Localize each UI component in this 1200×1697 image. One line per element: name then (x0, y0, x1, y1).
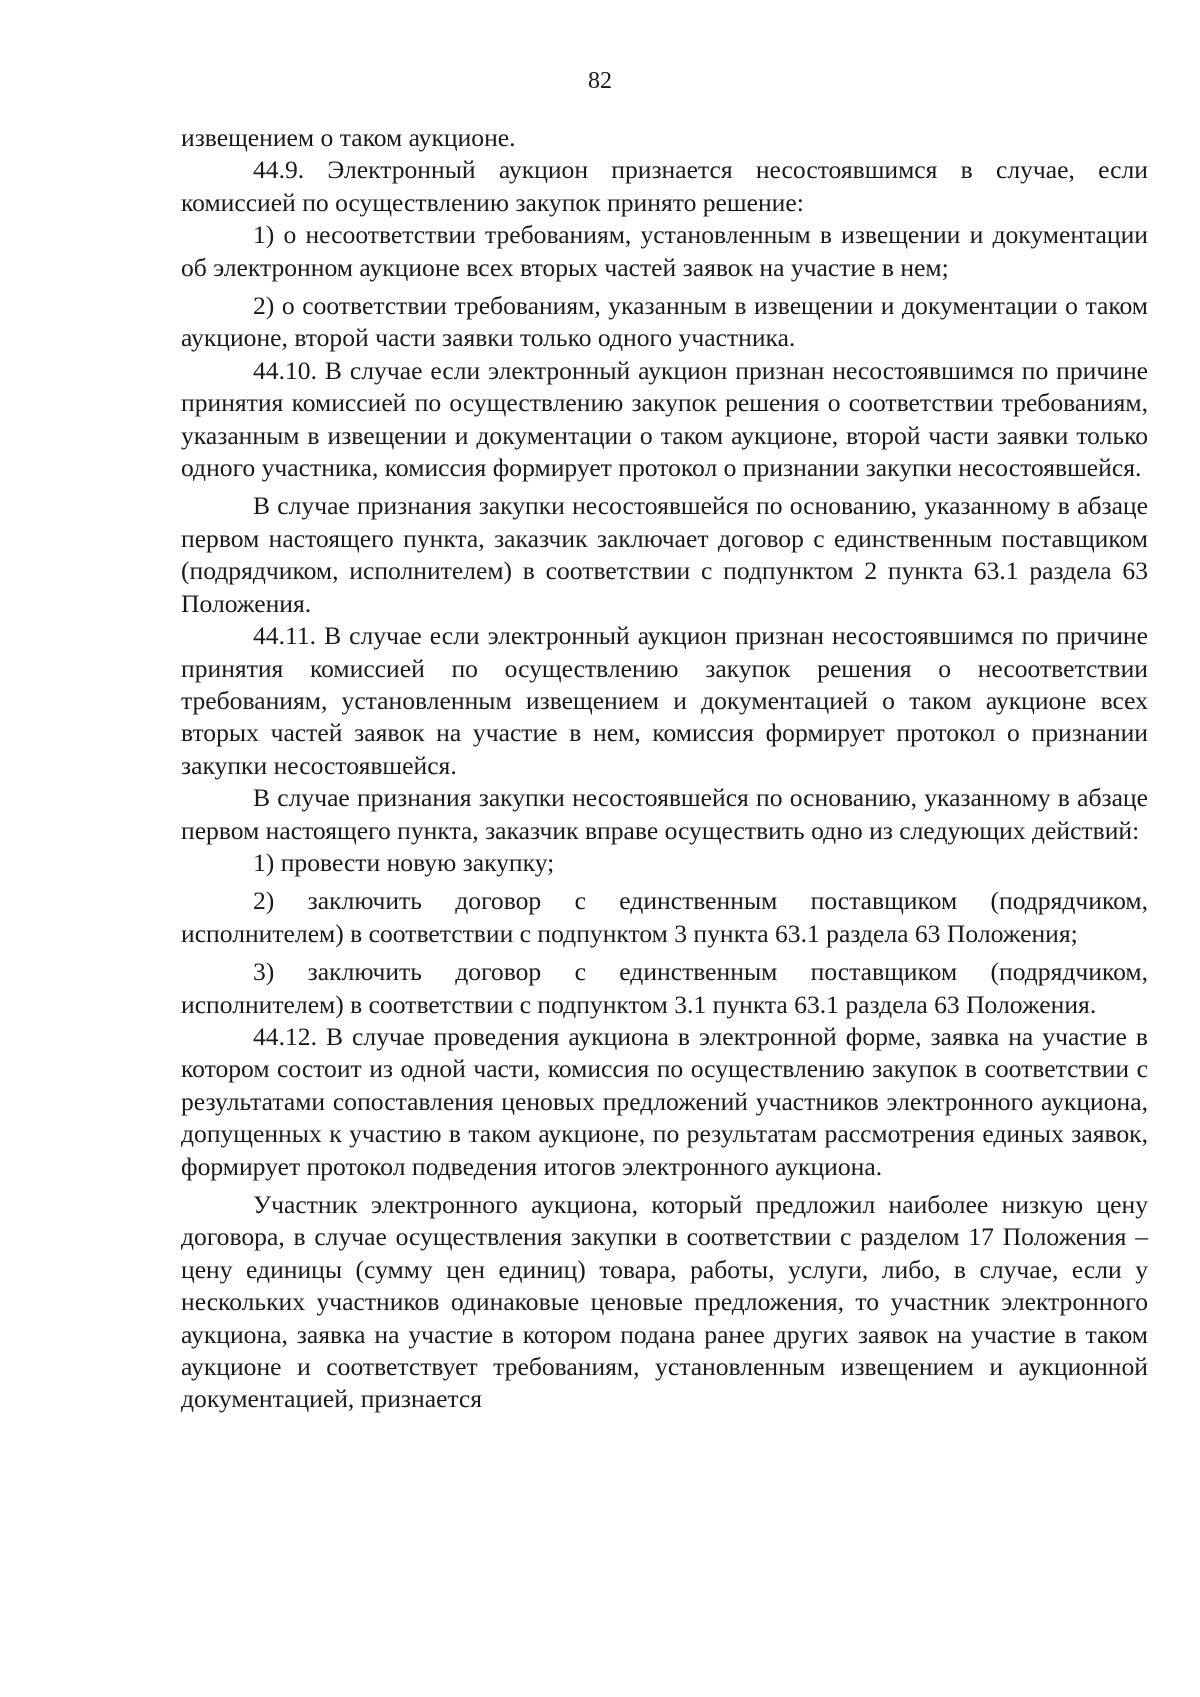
paragraph-44-11-item-1: 1) провести новую закупку; (253, 847, 555, 877)
paragraph-44-10: 44.10. В случае если электронный аукцион признан несостоявшимся по причине принятия комиссией по осуществлению закупок решения о соответствии требованиям, указанным в извещении и документации о таком аукционе, второй части заявки только одного участника, комиссия формирует протокол о признании закупки несостоявшейся. (181, 355, 1148, 483)
paragraph-44-11-item-2: 2) заключить договор с единственным поставщиком (подрядчиком, исполнителем) в соответствии с подпунктом 3 пункта 63.1 раздела 63 Положения; (181, 886, 1148, 948)
paragraph-44-11: 44.11. В случае если электронный аукцион признан несостоявшимся по причине принятия комиссией по осуществлению закупок решения о несоответствии требованиям, установленным извещением и документацией о таком аукционе всех вторых частей заявок на участие в нем, комиссия формирует протокол о признании закупки несостоявшейся. (181, 621, 1148, 780)
paragraph-44-12-winner: Участник электронного аукциона, который предложил наиболее низкую цену договора, в случае осуществления закупки в соответствии с разделом 17 Положения – цену единицы (сумму цен единиц) товара, работы, услуги, либо, в случае, если у нескольких участников одинаковые ценовые предложения, то участник электронного аукциона, заявка на участие в котором подана ранее других заявок на участие в таком аукционе и соответствует требованиям, установленным извещением и аукционной документацией, признается (181, 1190, 1148, 1414)
paragraph-44-9: 44.9. Электронный аукцион признается несостоявшимся в случае, если комиссией по осуществлению закупок принято решение: (181, 155, 1148, 217)
page-number: 82 (588, 68, 612, 94)
paragraph-44-11-item-3: 3) заключить договор с единственным поставщиком (подрядчиком, исполнителем) в соответствии с подпунктом 3.1 пункта 63.1 раздела 63 Положения. (181, 957, 1148, 1019)
paragraph-continuation: извещением о таком аукционе. (181, 123, 516, 152)
document-body (181, 122, 1148, 1416)
paragraph-44-9-item-2: 2) о соответствии требованиям, указанным в извещении и документации о таком аукционе, второй части заявки только одного участника. (181, 291, 1148, 353)
paragraph-44-11-consequence: В случае признания закупки несостоявшейся по основанию, указанному в абзаце первом настоящего пункта, заказчик вправе осуществить одно из следующих действий: (181, 783, 1148, 845)
paragraph-44-12: 44.12. В случае проведения аукциона в электронной форме, заявка на участие в котором состоит из одной части, комиссия по осуществлению закупок в соответствии с результатами сопоставления ценовых предложений участников электронного аукциона, допущенных к участию в таком аукционе, по результатам рассмотрения единых заявок, формирует протокол подведения итогов электронного аукциона. (181, 1021, 1148, 1181)
paragraph-44-9-item-1: 1) о несоответствии требованиям, установленным в извещении и документации об электронном аукционе всех вторых частей заявок на участие в нем; (181, 220, 1148, 282)
paragraph-44-10-consequence: В случае признания закупки несостоявшейся по основанию, указанному в абзаце первом настоящего пункта, заказчик заключает договор с единственным поставщиком (подрядчиком, исполнителем) в соответствии с подпунктом 2 пункта 63.1 раздела 63 Положения. (181, 491, 1148, 618)
